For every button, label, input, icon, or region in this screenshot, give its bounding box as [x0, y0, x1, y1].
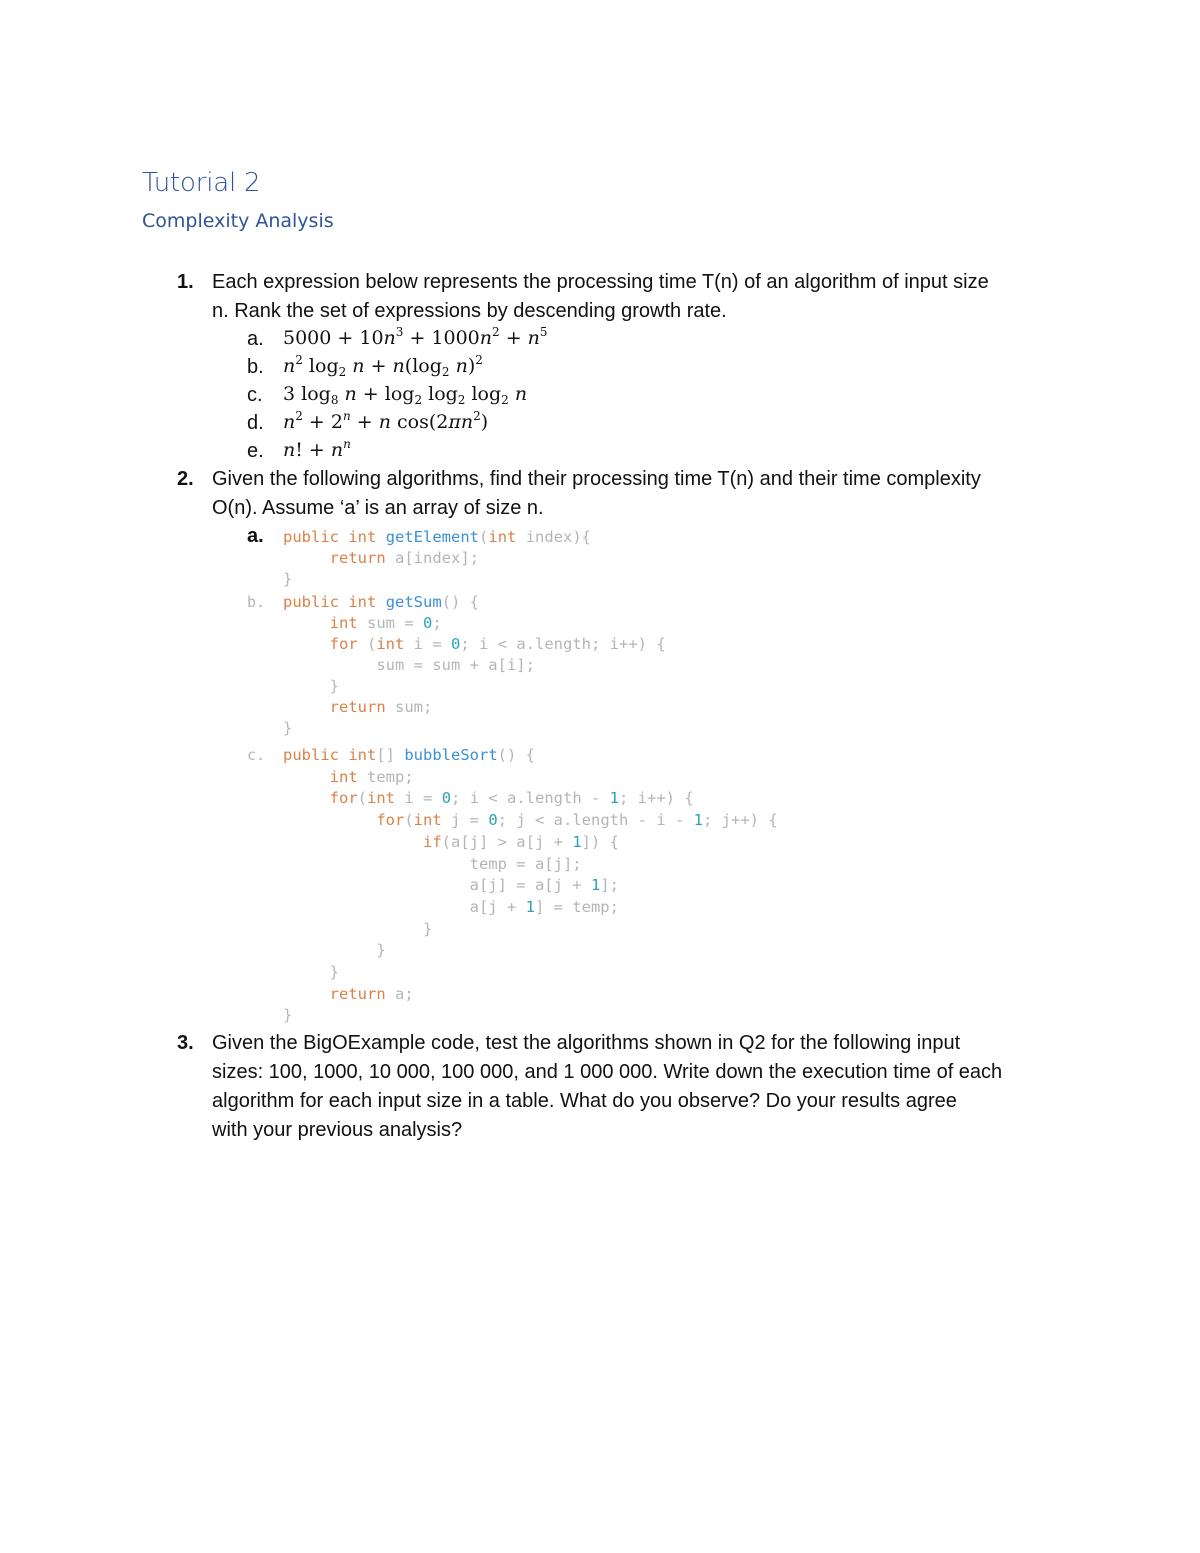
question-2-line-1: Given the following algorithms, find their processing time T(n) and their time complexity	[212, 468, 981, 490]
page-title: Tutorial 2	[142, 168, 261, 198]
question-3-line-2: sizes: 100, 1000, 10 000, 100 000, and 1 000 000. Write down the execution time of each	[212, 1061, 1003, 1083]
expression-b-label: b.	[247, 356, 264, 378]
code-block-get-sum: public int getSum() { int sum = 0; for (int i = 0; i < a.length; i++) { sum = sum + a[i]; } return sum; }	[283, 593, 666, 737]
expression-a: $5000 + 10n^3 + 1000n^2 + n^5$	[283, 325, 548, 349]
question-1-number: 1.	[177, 271, 194, 293]
code-block-bubble-sort: public int[] bubbleSort() { int temp; for(int i = 0; i < a.length - 1; i++) { for(int j = 0; j < a.length - i - 1; j++) { if(a[j] > a[j + 1]) { temp = a[j]; a[j] = a[j + 1]; a[j + 1] = temp; } } } return a; }	[283, 746, 778, 1025]
expression-d-label: d.	[247, 412, 264, 434]
question-2-number: 2.	[177, 468, 194, 490]
expression-c-label: c.	[247, 384, 263, 406]
expression-c: 3 $\log_8 n + \log_2 \log_2 \log_2 n$	[283, 383, 528, 407]
question-2-line-2: O(n). Assume ‘a’ is an array of size n.	[212, 497, 544, 519]
question-3-number: 3.	[177, 1032, 194, 1054]
code-block-get-element: public int getElement(int index){ return a[index]; }	[283, 528, 592, 588]
question-3-line-4: with your previous analysis?	[212, 1119, 463, 1141]
question-1-line-1: Each expression below represents the processing time T(n) of an algorithm of input size	[212, 271, 989, 293]
expression-d: $n^2 + 2^n + n$ $\cos(2\pi n^2)$	[283, 409, 489, 433]
question-1-line-2: n. Rank the set of expressions by descending growth rate.	[212, 300, 727, 322]
page-subtitle: Complexity Analysis	[142, 210, 334, 232]
expression-e-label: e.	[247, 440, 264, 462]
expression-e: n! + $n^n$	[283, 437, 351, 461]
code-b-label: b.	[247, 593, 266, 611]
expression-b: $n^2$ $\log_2 n + n(\log_2$ n)$^2$	[283, 353, 483, 379]
code-a-label: a.	[247, 525, 264, 547]
question-3-line-3: algorithm for each input size in a table. What do you observe? Do your results agree	[212, 1090, 957, 1112]
code-c-label: c.	[247, 746, 266, 764]
question-3-line-1: Given the BigOExample code, test the algorithms shown in Q2 for the following input	[212, 1032, 961, 1054]
expression-a-label: a.	[247, 328, 264, 350]
